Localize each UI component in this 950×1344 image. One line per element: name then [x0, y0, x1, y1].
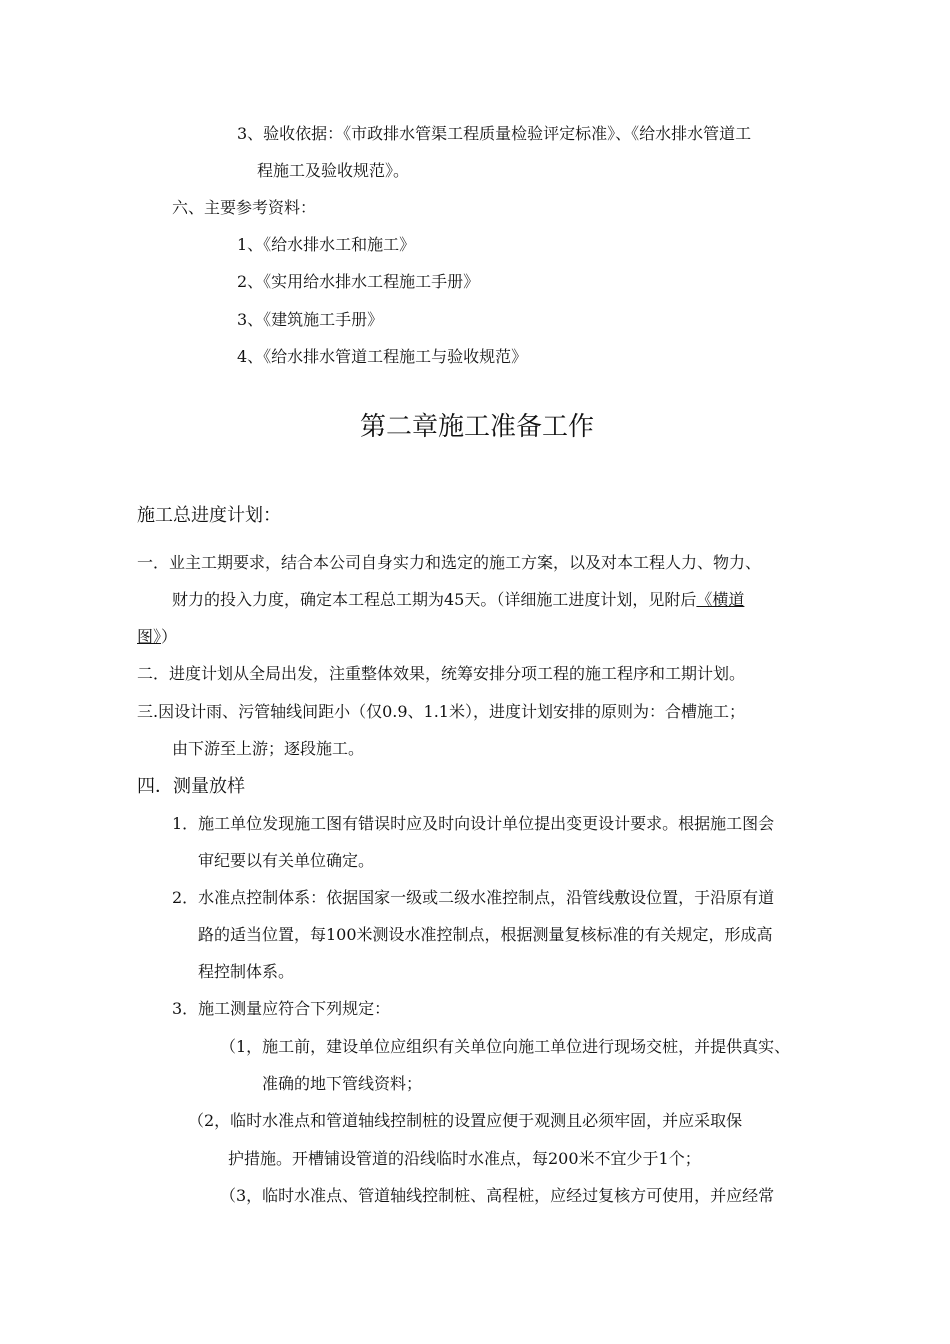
schedule-para-1-line-2 — [172, 590, 744, 610]
survey-item-1-line-1: 1．施工单位发现施工图有错误时应及时向设计单位提出变更设计要求。根据施工图会 — [172, 814, 775, 833]
reference-item: 1、《给水排水工和施工》 — [237, 235, 416, 254]
survey-rule-1-line-1: （1，施工前，建设单位应组织有关单位向施工单位进行现场交桩，并提供真实、 — [220, 1037, 791, 1056]
acceptance-basis-line-2: 程施工及验收规范》。 — [257, 161, 410, 180]
schedule-para-3-line-2: 由下游至上游；逐段施工。 — [172, 739, 365, 758]
schedule-para-1-text: 财力的投入力度，确定本工程总工期为45天。（详细施工进度计划，见附后 — [172, 590, 697, 609]
schedule-para-3-line-1: 三.因设计雨、污管轴线间距小（仅0.9、1.1米），进度计划安排的原则为：合槽施工； — [137, 702, 745, 721]
survey-item-2-line-2: 路的适当位置，每100米测设水准控制点，根据测量复核标准的有关规定，形成高 — [198, 925, 773, 944]
closing-paren: ） — [161, 627, 178, 646]
reference-item: 2、《实用给水排水工程施工手册》 — [237, 272, 480, 291]
reference-item: 3、《建筑施工手册》 — [237, 310, 384, 329]
acceptance-basis-line-1: 3、验收依据：《市政排水管渠工程质量检验评定标准》、《给水排水管道工 — [237, 124, 752, 143]
survey-item-2-line-3: 程控制体系。 — [198, 962, 295, 981]
survey-item-1-line-2: 审纪要以有关单位确定。 — [198, 851, 375, 870]
schedule-para-1-line-1: 一．业主工期要求，结合本公司自身实力和选定的施工方案，以及对本工程人力、物力、 — [137, 553, 762, 572]
survey-rule-3-line-1: （3，临时水准点、管道轴线控制桩、高程桩，应经过复核方可使用，并应经常 — [220, 1186, 775, 1205]
survey-rule-2-line-2: 护措施。开槽铺设管道的沿线临时水准点，每200米不宜少于1个； — [228, 1149, 701, 1168]
survey-rule-2-line-1: （2，临时水准点和管道轴线控制桩的设置应便于观测且必须牢固，并应采取保 — [188, 1111, 743, 1130]
schedule-heading: 施工总进度计划： — [137, 505, 281, 526]
survey-heading: 四．测量放样 — [137, 776, 245, 797]
schedule-para-1-line-3 — [137, 627, 177, 647]
gantt-chart-link-end[interactable]: 图》 — [137, 627, 162, 646]
survey-item-3: 3．施工测量应符合下列规定： — [172, 999, 391, 1018]
chapter-title: 第二章施工准备工作 — [360, 412, 595, 442]
schedule-para-2: 二．进度计划从全局出发，注重整体效果，统筹安排分项工程的施工程序和工期计划。 — [137, 664, 746, 683]
references-heading: 六、主要参考资料： — [172, 198, 317, 217]
gantt-chart-link[interactable]: 《横道 — [696, 590, 745, 609]
reference-item: 4、《给水排水管道工程施工与验收规范》 — [237, 347, 528, 366]
survey-rule-1-line-2: 准确的地下管线资料； — [262, 1074, 423, 1093]
survey-item-2-line-1: 2．水准点控制体系：依据国家一级或二级水准控制点，沿管线敷设位置，于沿原有道 — [172, 888, 775, 907]
